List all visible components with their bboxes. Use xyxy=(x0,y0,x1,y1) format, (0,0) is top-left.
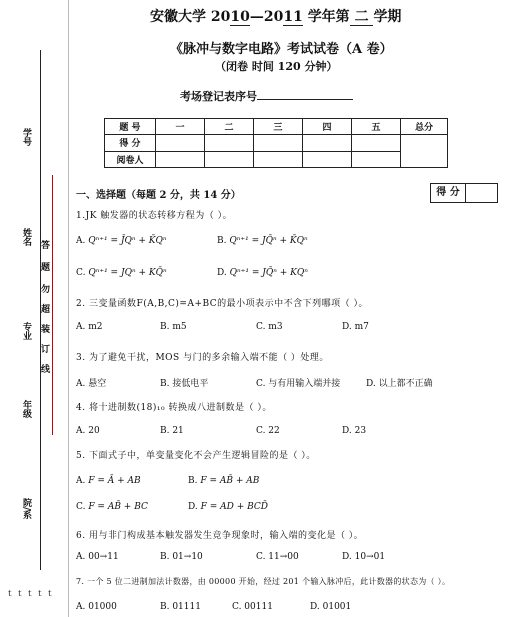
binding-strip xyxy=(0,0,69,617)
q5-option-d: D. F = AD + BCD̄ xyxy=(188,502,269,512)
sidebar-mark: 超 xyxy=(39,304,49,313)
q4-option-b: B. 21 xyxy=(160,426,184,436)
q3-option-a: A. 悬空 xyxy=(76,379,107,389)
exam-header-line: 安徽大学 2010—2011 学年第 二 学期 xyxy=(150,9,402,25)
q3-option-d: D. 以上都不正确 xyxy=(366,379,433,389)
sidebar-mark: 线 xyxy=(39,364,49,373)
q1-option-a: A. Qⁿ⁺¹ = J̄Qⁿ + K̄Qⁿ xyxy=(76,236,167,246)
exam-subtitle: （闭卷 时间 120 分钟） xyxy=(215,60,338,73)
question-2: 2. 三变量函数F(A,B,C)=A+BC的最小项表示中不含下列哪项（ ）。 xyxy=(76,299,369,309)
sidebar-mark: 装 xyxy=(39,324,49,333)
question-5: 5. 下面式子中，单变量变化不会产生逻辑冒险的是（ ）。 xyxy=(76,451,316,461)
q5-option-b: B. F = AB̄ + AB xyxy=(188,476,260,486)
q2-option-a: A. m2 xyxy=(76,322,103,332)
q1-option-c: C. Qⁿ⁺¹ = JQⁿ + KQ̄ⁿ xyxy=(76,268,167,278)
exam-title: 《脉冲与数字电路》考试试卷（A 卷） xyxy=(170,42,393,57)
q4-option-a: A. 20 xyxy=(76,426,100,436)
q6-option-a: A. 00→11 xyxy=(76,552,119,562)
sidebar-label-id: 学号 xyxy=(21,128,31,146)
q4-option-c: C. 22 xyxy=(256,426,280,436)
sidebar-mark: 订 xyxy=(39,344,49,353)
q5-option-a: A. F = Ā + AB xyxy=(76,476,141,486)
q1-option-d: D. Qⁿ⁺¹ = JQ̄ⁿ + KQⁿ xyxy=(217,268,308,278)
sidebar-label-major: 专业 xyxy=(21,322,31,340)
q6-option-c: C. 11→00 xyxy=(256,552,299,562)
question-4: 4. 将十进制数(18)₁₀ 转换成八进制数是（ ）。 xyxy=(76,403,272,413)
q6-option-b: B. 01→10 xyxy=(160,552,203,562)
seat-number-label: 考场登记表序号 xyxy=(180,88,353,104)
q7-option-d: D. 01001 xyxy=(310,602,352,612)
question-7: 7. 一个 5 位二进制加法计数器，由 00000 开始，经过 201 个输入脉冲后，此计数器的状态为（ ）。 xyxy=(76,577,451,586)
cut-line xyxy=(52,175,53,435)
q4-option-d: D. 23 xyxy=(342,426,367,436)
q6-option-d: D. 10→01 xyxy=(342,552,386,562)
sidebar-bottom-marks: ｔｔｔｔｔ xyxy=(6,589,56,598)
sidebar-mark: 勿 xyxy=(39,284,49,293)
table-row: 得 分 xyxy=(105,135,448,152)
table-row: 阅卷人 xyxy=(105,151,448,168)
q3-option-c: C. 与有用输入端并接 xyxy=(256,379,341,389)
score-table xyxy=(104,118,448,168)
sidebar-mark: 题 xyxy=(39,262,49,271)
sidebar-label-dept: 院/系 xyxy=(21,498,31,520)
q3-option-b: B. 接低电平 xyxy=(160,379,209,389)
q2-option-d: D. m7 xyxy=(342,322,369,332)
q7-option-b: B. 01111 xyxy=(160,602,201,612)
table-row: 题 号 一 二 三 四 五 总分 xyxy=(105,119,448,135)
q1-option-b: B. Qⁿ⁺¹ = JQ̄ⁿ + K̄Qⁿ xyxy=(217,236,308,246)
q7-option-a: A. 01000 xyxy=(76,602,117,612)
sidebar-label-grade: 年级 xyxy=(21,400,31,418)
question-3: 3. 为了避免干扰，MOS 与门的多余输入端不能（ ）处理。 xyxy=(76,353,329,363)
question-6: 6. 用与非门构成基本触发器发生竞争现象时，输入端的变化是（ ）。 xyxy=(76,531,364,541)
q7-option-c: C. 00111 xyxy=(232,602,273,612)
q2-option-b: B. m5 xyxy=(160,322,187,332)
section-score-box: 得 分 xyxy=(430,183,498,203)
q2-option-c: C. m3 xyxy=(256,322,283,332)
section-title: 一、选择题（每题 2 分，共 14 分） xyxy=(76,190,241,201)
sidebar-mark: 答 xyxy=(39,240,49,249)
q5-option-c: C. F = AB̄ + BC xyxy=(76,502,148,512)
sidebar-label-name: 姓名 xyxy=(21,228,31,246)
question-1: 1.JK 触发器的状态转移方程为（ ）。 xyxy=(76,211,233,221)
